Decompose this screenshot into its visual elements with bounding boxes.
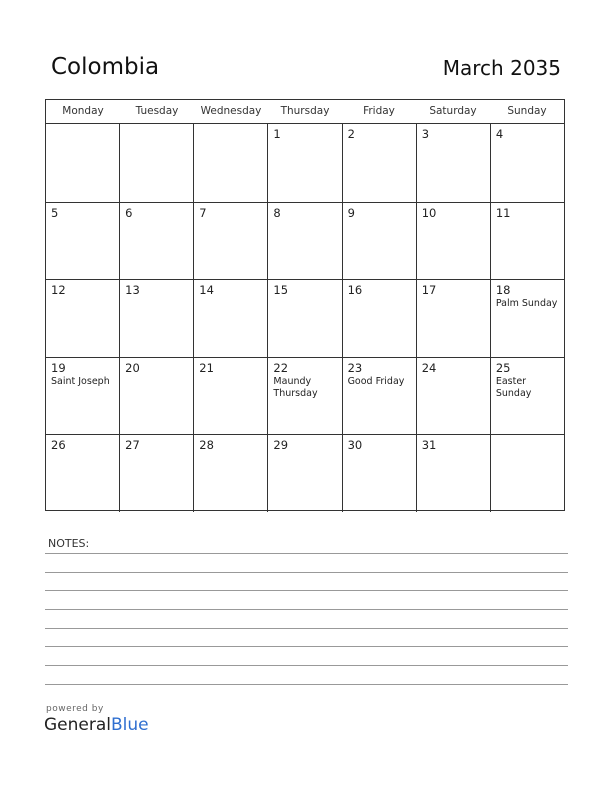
day-number: 20 [125,360,140,375]
day-number: 28 [199,438,214,453]
day-cell [490,124,564,202]
day-number: 10 [421,205,437,220]
day-cell [46,358,119,435]
day-number: 16 [347,283,363,298]
day-number: 4 [495,127,504,141]
weekday-header-row [46,100,564,124]
notes-line [45,684,568,685]
calendar-weeks [46,124,564,512]
day-cell [193,203,267,280]
day-number: 19 [51,360,66,375]
week-row [46,202,564,280]
day-number: 13 [125,283,140,298]
notes-line [45,628,568,629]
day-cell [342,203,416,280]
notes-line [45,609,568,610]
day-number: 15 [273,283,289,298]
day-cell [416,124,490,202]
day-number: 23 [347,360,363,375]
day-number: 2 [347,127,355,141]
holiday-label: Saint Joseph [51,375,110,387]
day-cell [342,124,416,202]
day-cell [193,280,267,357]
weekday-header: Tuesday [135,105,179,117]
day-cell [416,435,490,512]
day-number: 11 [495,205,511,220]
weekday-header: Sunday [507,105,547,117]
day-cell [119,203,193,280]
day-cell [119,280,193,357]
day-number: 22 [273,360,289,375]
weekday-header: Saturday [429,105,477,117]
notes-line [45,590,568,591]
week-row [46,434,564,512]
notes-label: NOTES: [48,537,90,550]
day-cell [416,203,490,280]
day-cell [193,358,267,435]
day-cell [267,280,341,357]
day-cell [342,358,416,435]
day-cell [193,435,267,512]
day-number: 17 [421,283,437,298]
day-cell [119,358,193,435]
day-cell [46,124,119,202]
day-cell [119,124,193,202]
notes-line [45,665,568,666]
calendar-grid [45,99,565,511]
day-number: 1 [273,127,281,141]
powered-by-text: powered by [46,704,104,714]
day-cell [416,280,490,357]
day-number: 27 [125,438,140,453]
brand-part-general: General [44,715,111,735]
day-number: 26 [51,438,66,453]
day-number: 8 [273,205,281,220]
day-cell [46,435,119,512]
day-number: 21 [199,360,214,375]
day-number: 29 [273,438,289,453]
day-cell [490,203,564,280]
weekday-header: Wednesday [200,105,262,117]
brand-name [44,715,149,735]
day-number: 5 [51,205,59,220]
day-cell [46,203,119,280]
day-cell [267,203,341,280]
day-number: 18 [495,283,511,298]
week-row [46,279,564,357]
day-cell [342,280,416,357]
day-number: 7 [199,205,207,220]
notes-line [45,646,568,647]
day-number: 9 [347,205,355,220]
holiday-label: Palm Sunday [495,298,558,310]
month-year-title: March 2035 [442,56,561,80]
weekday-header: Thursday [280,105,330,117]
day-number: 6 [125,205,133,220]
day-cell [267,124,341,202]
weekday-header: Monday [62,105,104,117]
holiday-label: Easter Sunday [495,375,532,399]
day-number: 24 [421,360,437,375]
week-row [46,357,564,435]
brand-part-blue: Blue [111,715,149,735]
holiday-label: Good Friday [347,375,405,387]
week-row [46,124,564,202]
day-number: 31 [421,438,437,453]
weekday-header: Friday [363,105,395,117]
day-number: 3 [421,127,430,141]
day-number: 14 [199,283,214,298]
day-number: 25 [495,360,511,375]
generalblue-logo[interactable] [44,704,149,735]
notes-line [45,572,568,573]
day-cell [342,435,416,512]
holiday-label: Maundy Thursday [273,375,318,399]
day-cell [46,280,119,357]
day-cell [490,435,564,512]
day-cell [416,358,490,435]
day-cell [193,124,267,202]
day-number: 30 [347,438,363,453]
day-number: 12 [51,283,66,298]
country-title: Colombia [51,54,160,80]
day-cell [490,280,564,357]
notes-line [45,553,568,554]
day-cell [490,358,564,435]
day-cell [119,435,193,512]
day-cell [267,435,341,512]
day-cell [267,358,341,435]
